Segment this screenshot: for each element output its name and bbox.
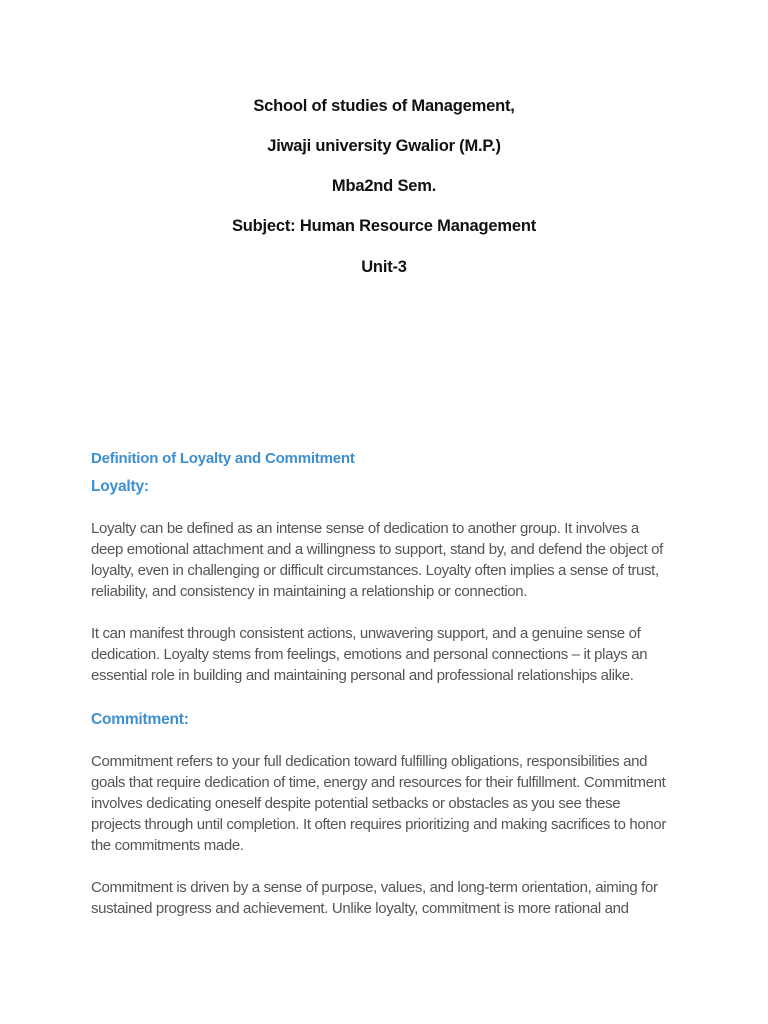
commitment-heading: Commitment: bbox=[91, 711, 189, 728]
loyalty-paragraph-2 bbox=[91, 623, 691, 686]
section-title: Definition of Loyalty and Commitment bbox=[91, 450, 355, 467]
paragraph-line: deep emotional attachment and a willingness to support, stand by, and defend the object of bbox=[91, 541, 663, 558]
university-name: Jiwaji university Gwalior (M.P.) bbox=[267, 137, 501, 155]
commitment-paragraph-2 bbox=[91, 877, 691, 919]
paragraph-line: loyalty, even in challenging or difficult circumstances. Loyalty often implies a sense of trust, bbox=[91, 562, 659, 579]
unit-label: Unit-3 bbox=[361, 258, 407, 276]
paragraph-line: Commitment is driven by a sense of purpose, values, and long-term orientation, aiming for bbox=[91, 879, 658, 896]
paragraph-line: involves dedicating oneself despite potential setbacks or obstacles as you see these bbox=[91, 795, 621, 812]
institution-name: School of studies of Management, bbox=[253, 97, 515, 115]
paragraph-line: Commitment refers to your full dedication toward fulfilling obligations, responsibilities and bbox=[91, 753, 648, 770]
loyalty-paragraph-1 bbox=[91, 518, 691, 602]
commitment-paragraph-1 bbox=[91, 751, 691, 856]
semester-label: Mba2nd Sem. bbox=[331, 177, 437, 195]
paragraph-line: essential role in building and maintaining personal and professional relationships alike. bbox=[91, 667, 634, 684]
paragraph-line: reliability, and consistency in maintaining a relationship or connection. bbox=[91, 583, 528, 600]
paragraph-line: dedication. Loyalty stems from feelings, emotions and personal connections – it plays an bbox=[91, 646, 648, 663]
paragraph-line: projects through until completion. It often requires prioritizing and making sacrifices to honor bbox=[91, 816, 667, 833]
paragraph-line: the commitments made. bbox=[91, 837, 244, 854]
paragraph-line: Loyalty can be defined as an intense sense of dedication to another group. It involves a bbox=[91, 520, 639, 537]
paragraph-line: sustained progress and achievement. Unlike loyalty, commitment is more rational and bbox=[91, 900, 629, 917]
subject-label: Subject: Human Resource Management bbox=[231, 217, 537, 235]
paragraph-line: goals that require dedication of time, energy and resources for their fulfillment. Commitment bbox=[91, 774, 666, 791]
paragraph-line: It can manifest through consistent actions, unwavering support, and a genuine sense of bbox=[91, 625, 641, 642]
loyalty-heading: Loyalty: bbox=[91, 478, 149, 495]
